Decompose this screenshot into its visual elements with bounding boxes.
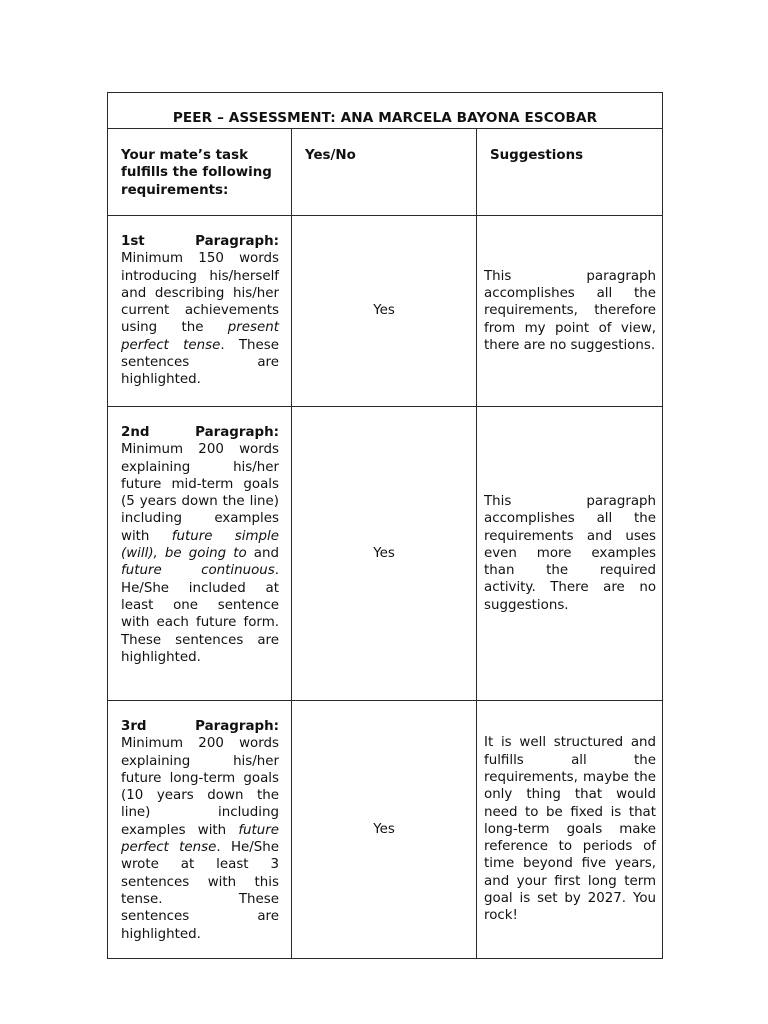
requirement-emphasis: future continuous [121,563,275,579]
table-row [108,407,663,701]
requirement-lead: 3rd Paragraph: [121,719,279,734]
header-suggestions: Suggestions [477,129,663,216]
peer-assessment-table [107,92,663,959]
title-row [108,93,663,129]
requirement-lead: 1st Paragraph: [121,234,279,249]
table-title-cell [108,93,663,129]
requirement-cell [108,407,292,701]
answer-cell: Yes [292,407,477,701]
requirement-text: Minimum 200 words explaining his/her future mid-term goals (5 years down the line) including examples with future simple (will), be going to and future continuous. He/She included at least one sentence with each future form. These sentences are highlighted. [121,442,279,665]
table-title: PEER – ASSESSMENT: ANA MARCELA BAYONA ESCOBAR [172,109,598,126]
header-yes-no: Yes/No [292,129,477,216]
requirement-text: Minimum 200 words explaining his/her future long-term goals (10 years down the line) including examples with future perfect tense. He/She wrote at least 3 sentences with this tense. These sentences are highlighted. [121,736,279,942]
answer-cell: Yes [292,701,477,959]
suggestion-cell: This paragraph accomplishes all the requirements and uses even more examples than the required activity. There are no suggestions. [477,407,663,701]
requirement-lead: 2nd Paragraph: [121,425,279,440]
suggestion-cell: This paragraph accomplishes all the requirements, therefore from my point of view, there are no suggestions. [477,216,663,407]
requirement-cell [108,701,292,959]
requirement-emphasis: present perfect tense [121,320,279,353]
table-row [108,216,663,407]
requirement-emphasis: future simple (will), be going to [121,528,279,562]
suggestion-cell: It is well structured and fulfills all the requirements, maybe the only thing that would need to be fixed is that long-term goals make reference to periods of time beyond five years, and your first long term goal is set by 2027. You rock! [477,701,663,959]
requirement-text: Minimum 150 words introducing his/herself and describing his/her current achievements using the present perfect tense. These sentences are highlighted. [121,251,279,388]
requirement-cell [108,216,292,407]
table-row [108,701,663,959]
answer-cell: Yes [292,216,477,407]
header-row [108,129,663,216]
requirement-emphasis: future perfect tense [121,822,279,856]
header-requirements: Your mate’s task fulfills the following requirements: [108,129,292,216]
